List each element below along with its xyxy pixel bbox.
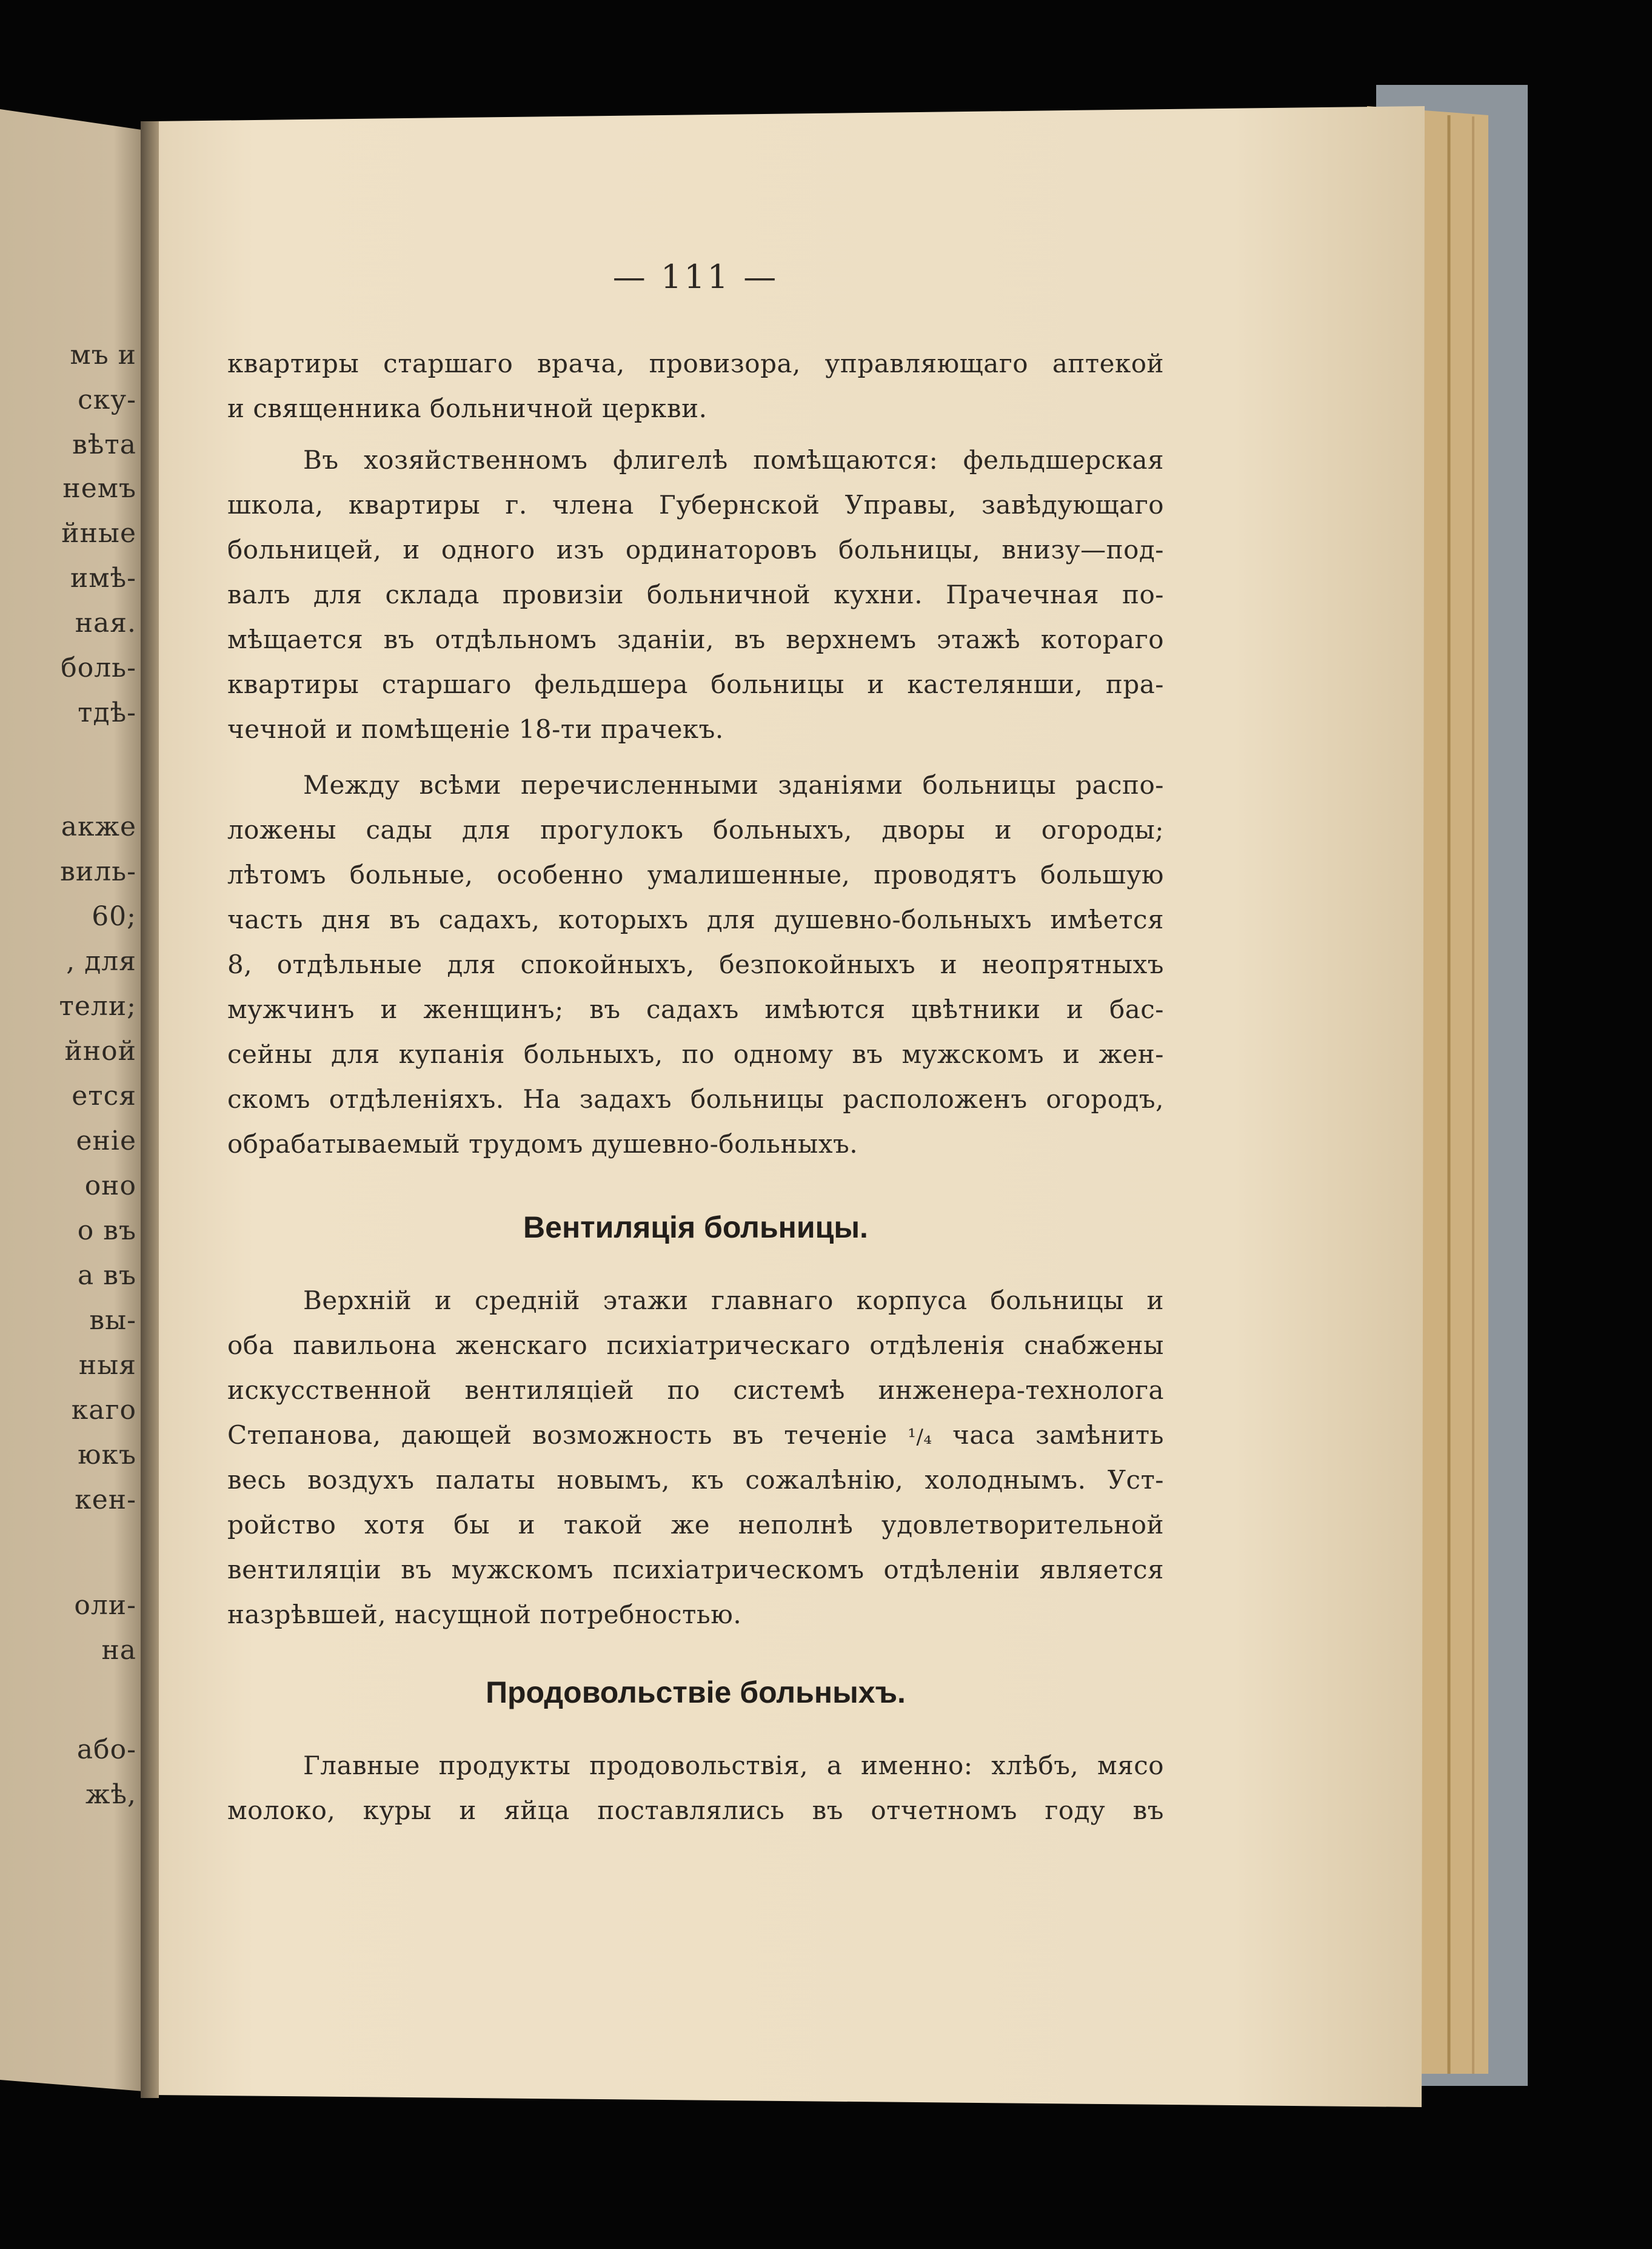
left-line: оно [84, 1170, 136, 1201]
left-line: а въ [78, 1260, 136, 1291]
section-heading-food: Продовольствіе больныхъ. [486, 1675, 906, 1709]
section-heading-ventilation: Вентиляція больницы. [523, 1210, 868, 1244]
text-line: Между всѣми перечисленными зданіями больницы распо- [303, 770, 1164, 800]
text-line: обрабатываемый трудомъ душевно-больныхъ. [227, 1129, 858, 1159]
text-line: весь воздухъ палаты новымъ, къ сожалѣнію, холоднымъ. Уст- [227, 1465, 1164, 1495]
left-line: о въ [77, 1215, 136, 1246]
left-line: жѣ, [85, 1779, 136, 1810]
left-line: йной [64, 1036, 136, 1067]
text-line: сейны для купанія больныхъ, по одному въ мужскомъ и жен- [227, 1039, 1164, 1069]
left-line: юкъ [78, 1440, 136, 1470]
left-line: тдѣ- [78, 697, 136, 728]
text-line: и священника больничной церкви. [227, 394, 707, 423]
left-line: мъ и [70, 340, 136, 370]
text-line: мужчинъ и женщинъ; въ садахъ имѣются цвѣтники и бас- [227, 994, 1164, 1024]
left-line: немъ [62, 473, 136, 504]
text-line: квартиры старшаго врача, провизора, управляющаго аптекой [227, 349, 1164, 378]
left-line: вы- [89, 1305, 136, 1336]
left-line: йные [61, 518, 136, 549]
text-line: ройство хотя бы и такой же неполнѣ удовлетворительной [227, 1510, 1164, 1540]
text-line: искусственной вентиляцiей по системѣ инженера-технолога [227, 1375, 1164, 1405]
left-line: вѣта [72, 429, 136, 460]
text-line: часть дня въ садахъ, которыхъ для душевно-больныхъ имѣется [227, 905, 1164, 934]
left-line: каго [71, 1395, 136, 1426]
text-fragment: Степанова, дающей возможность въ теченіе [227, 1420, 908, 1450]
left-line: ныя [78, 1350, 136, 1381]
text-line: больницей, и одного изъ ординаторовъ больницы, внизу—под- [227, 535, 1164, 565]
page-body [227, 0, 1164, 2249]
left-line: на [101, 1635, 136, 1666]
text-line: Верхній и средній этажи главнаго корпуса больницы и [303, 1285, 1164, 1315]
left-line: кен- [75, 1484, 136, 1515]
left-line: або- [76, 1734, 136, 1765]
text-line: скомъ отдѣленіяхъ. На задахъ больницы расположенъ огородъ, [227, 1084, 1164, 1114]
text-line: 8, отдѣльные для спокойныхъ, безпокойныхъ и неопрятныхъ [227, 950, 1164, 979]
text-line: вентиляціи въ мужскомъ психіатрическомъ отдѣленіи является [227, 1555, 1164, 1584]
text-line: оба павильона женскаго психіатрическаго отдѣленія снабжены [227, 1330, 1164, 1360]
text-line: Въ хозяйственномъ флигелѣ помѣщаются: фельдшерская [303, 445, 1164, 475]
left-line: ется [72, 1081, 136, 1111]
text-line: чечной и помѣщеніе 18-ти прачекъ. [227, 714, 724, 744]
text-fragment: часа замѣнить [932, 1420, 1164, 1450]
text-line: Главные продукты продовольствія, а именно: хлѣбъ, мясо [303, 1751, 1164, 1780]
left-line: оли- [74, 1590, 136, 1621]
left-line: виль- [60, 856, 136, 887]
left-line: 60; [92, 901, 136, 932]
fraction: ¹/₄ [908, 1425, 932, 1449]
text-line: ложены сады для прогулокъ больныхъ, дворы и огороды; [227, 815, 1164, 845]
left-line: еніе [76, 1125, 136, 1156]
text-line: квартиры старшаго фельдшера больницы и кастелянши, пра- [227, 669, 1164, 699]
left-line: , для [66, 946, 136, 977]
text-line: лѣтомъ больные, особенно умалишенные, проводятъ большую [227, 860, 1164, 890]
text-line: школа, квартиры г. члена Губернской Управы, завѣдующаго [227, 490, 1164, 520]
left-line: акже [61, 811, 136, 842]
left-line: тели; [59, 991, 136, 1022]
text-line: молоко, куры и яйца поставлялись въ отчетномъ году въ [227, 1795, 1164, 1825]
text-line: валъ для склада провизіи больничной кухни. Прачечная по- [227, 580, 1164, 609]
text-line [227, 1413, 1164, 1458]
page-number: — 111 — [612, 258, 779, 296]
text-line: мѣщается въ отдѣльномъ зданіи, въ верхнемъ этажѣ котораго [227, 625, 1164, 654]
text-line: назрѣвшей, насущной потребностью. [227, 1600, 742, 1629]
gutter [141, 121, 159, 2098]
left-line: ная. [75, 608, 136, 639]
left-line: имѣ- [70, 563, 136, 594]
left-line: ску- [78, 384, 136, 415]
left-line: боль- [61, 652, 136, 683]
